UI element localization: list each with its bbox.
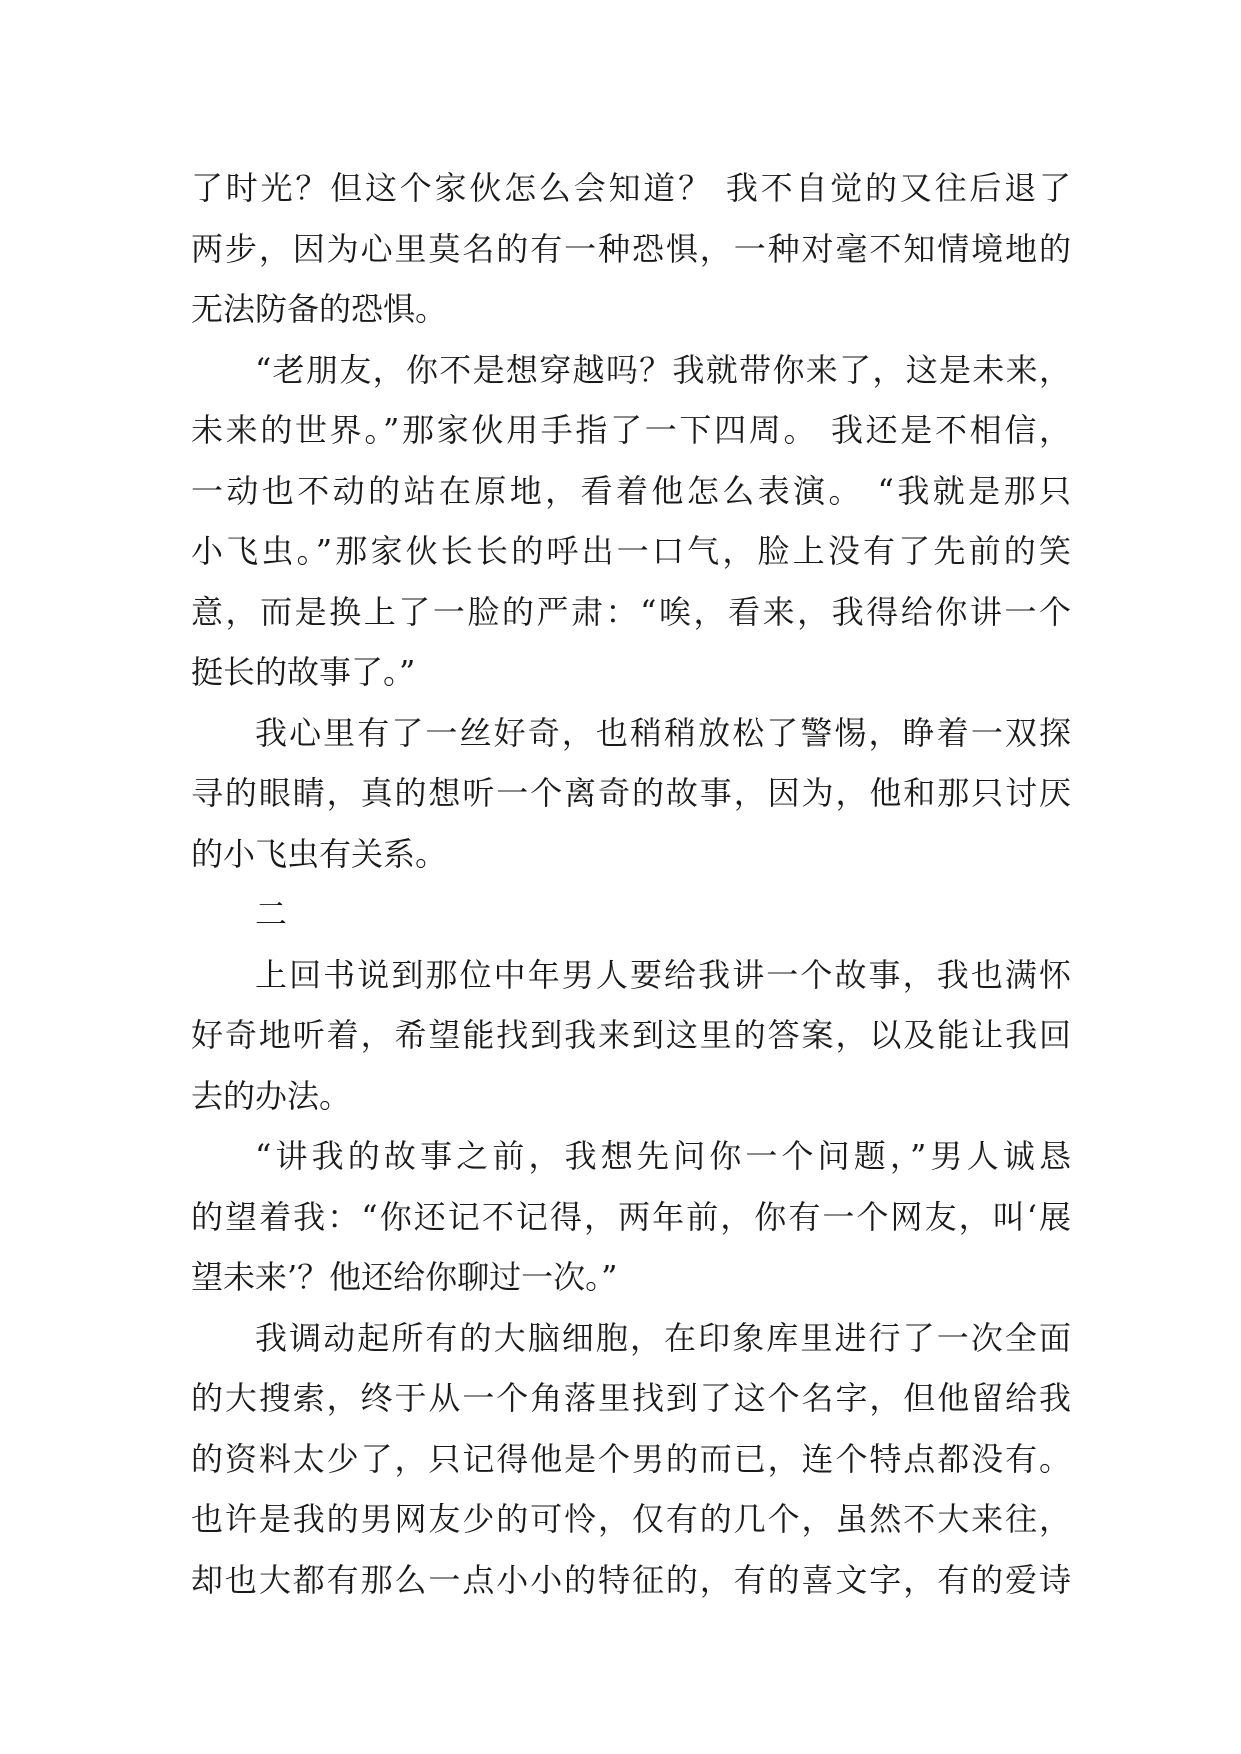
text-line: 无法防备的恐惧。 <box>191 290 448 328</box>
text-line: 两步，因为心里莫名的有一种恐惧，一种对毫不知情境地的 <box>191 229 1071 268</box>
text-line: 望未来’？他还给你聊过一次。” <box>191 1258 618 1296</box>
text-line: 却也大都有那么一点小小的特征的，有的喜文字，有的爱诗 <box>191 1560 1071 1599</box>
text-line: 我调动起所有的大脑细胞，在印象库里进行了一次全面 <box>255 1318 1071 1357</box>
text-line: 未来的世界。”那家伙用手指了一下四周。 我还是不相信， <box>191 411 1071 449</box>
text-line: “老朋友，你不是想穿越吗？我就带你来了，这是未来， <box>255 350 1071 389</box>
text-line: 去的办法。 <box>191 1076 352 1115</box>
text-line: 小飞虫。”那家伙长长的呼出一口气，脸上没有了先前的笑 <box>191 532 1071 570</box>
text-line: 一动也不动的站在原地，看着他怎么表演。 “我就是那只 <box>191 471 1071 510</box>
section-heading: 二 <box>255 895 288 933</box>
text-line: 了时光？但这个家伙怎么会知道？ 我不自觉的又往后退了 <box>191 169 1071 207</box>
text-line: 好奇地听着，希望能找到我来到这里的答案，以及能让我回 <box>191 1016 1071 1054</box>
text-line: 的小飞虫有关系。 <box>191 834 448 873</box>
text-line: 我心里有了一丝好奇，也稍稍放松了警惕，睁着一双探 <box>255 713 1071 752</box>
text-line: 寻的眼睛，真的想听一个离奇的故事，因为，他和那只讨厌 <box>191 774 1071 812</box>
body-text <box>191 158 1071 1610</box>
text-line: 也许是我的男网友少的可怜，仅有的几个，虽然不大来往， <box>191 1500 1071 1538</box>
text-line: 的大搜索，终于从一个角落里找到了这个名字，但他留给我 <box>191 1379 1071 1417</box>
text-line: 的资料太少了，只记得他是个男的而已，连个特点都没有。 <box>191 1439 1071 1478</box>
text-line: 挺长的故事了。” <box>191 653 416 691</box>
text-line: 意，而是换上了一脸的严肃：“唉，看来，我得给你讲一个 <box>191 592 1071 631</box>
text-line: “讲我的故事之前，我想先问你一个问题，”男人诚恳 <box>255 1137 1071 1175</box>
text-line: 的望着我：“你还记不记得，两年前，你有一个网友，叫‘展 <box>191 1197 1071 1236</box>
text-line: 上回书说到那位中年男人要给我讲一个故事，我也满怀 <box>255 955 1071 994</box>
